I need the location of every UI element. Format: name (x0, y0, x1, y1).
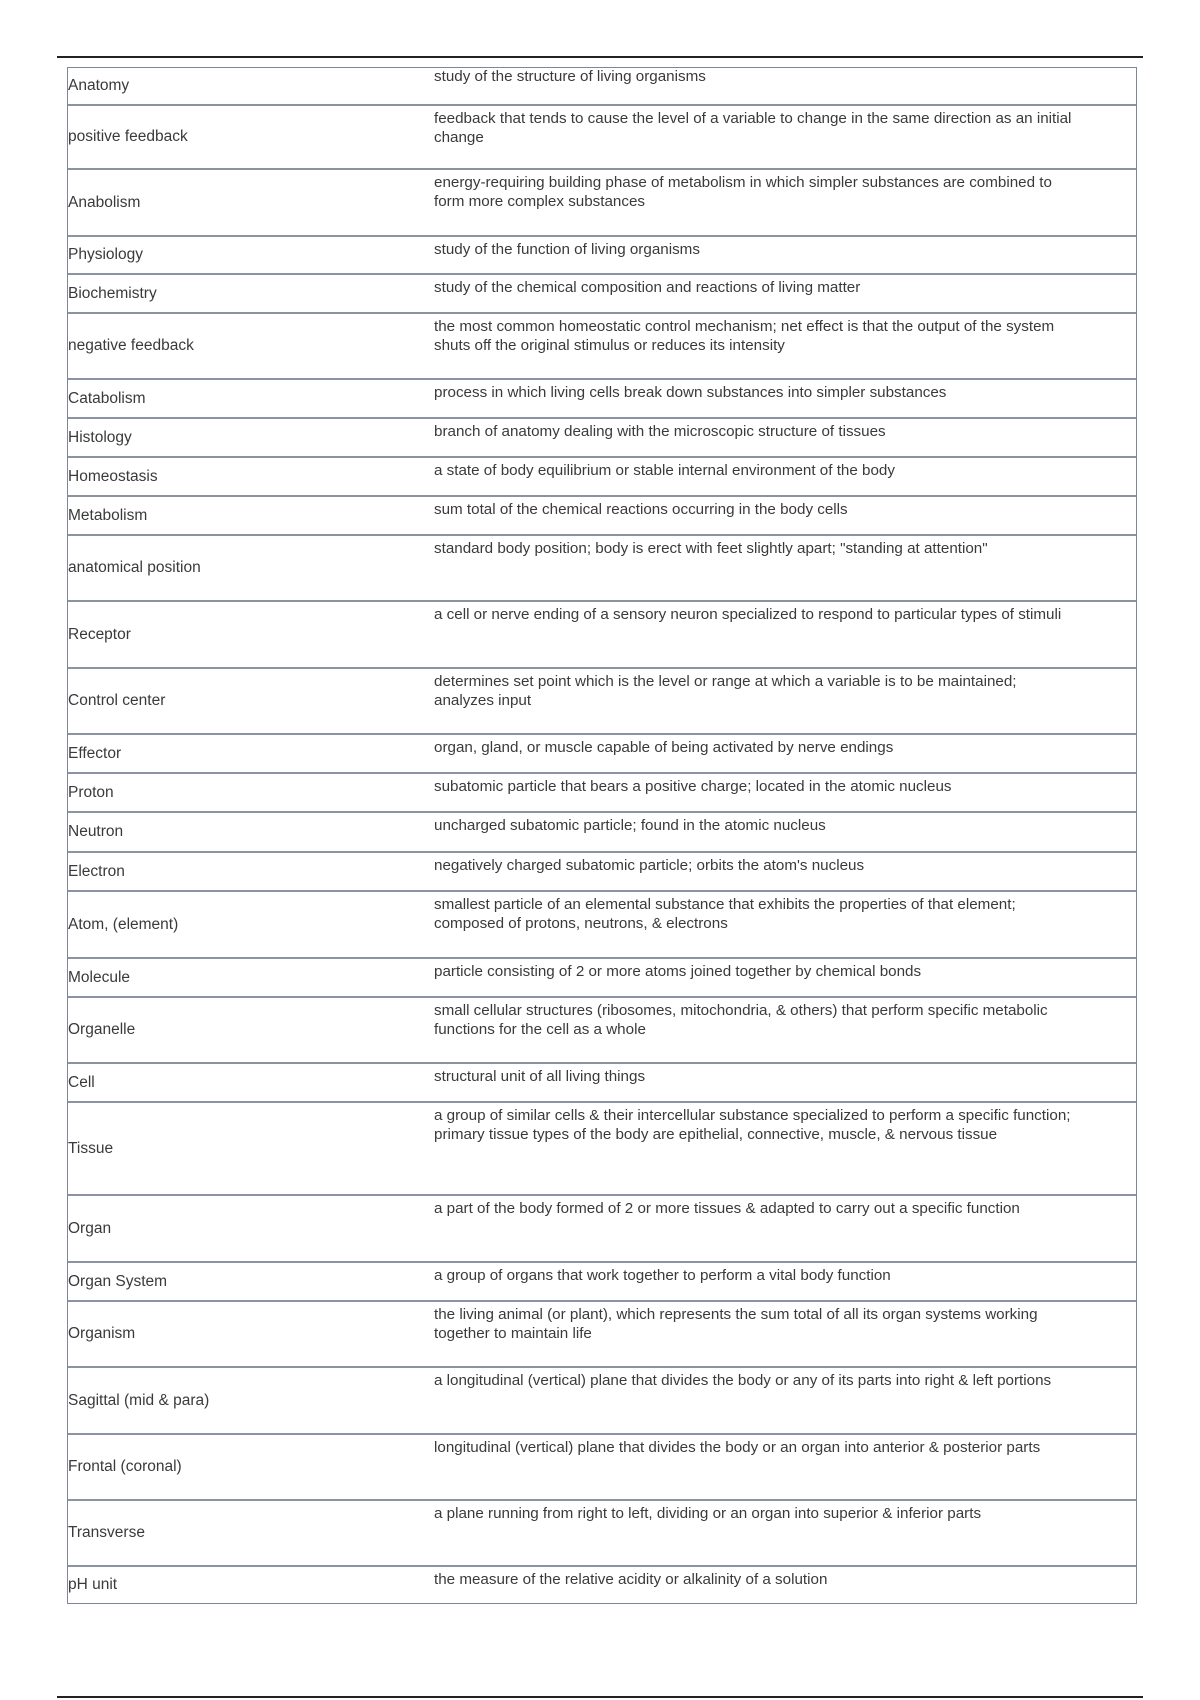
term-cell: negative feedback (68, 337, 194, 354)
term-cell: Transverse (68, 1524, 145, 1541)
definition-cell: a longitudinal (vertical) plane that divides the body or any of its parts into right & left portions (434, 1372, 1052, 1389)
definition-cell: a group of similar cells & their intercellular substance specialized to perform a specific function; primary tissue types of the body are epithelial, connective, muscle, & nervous tissue (434, 1107, 1071, 1143)
term-cell: Anabolism (68, 193, 141, 211)
definition-cell: longitudinal (vertical) plane that divides the body or an organ into anterior & posterior parts (434, 1439, 1041, 1456)
definition-cell: the most common homeostatic control mechanism; net effect is that the output of the system shuts off the original stimulus or reduces its intensity (434, 318, 1055, 354)
glossary-table (67, 67, 1137, 1604)
definition-cell: study of the chemical composition and reactions of living matter (434, 279, 861, 296)
term-cell: Physiology (68, 246, 143, 263)
definition-cell: particle consisting of 2 or more atoms joined together by chemical bonds (434, 963, 922, 980)
term-cell: Molecule (68, 968, 131, 986)
definition-cell: structural unit of all living things (434, 1068, 646, 1085)
table-row (68, 104, 1136, 168)
term-cell: Organism (68, 1325, 136, 1342)
table-row (68, 273, 1136, 312)
definition-cell: determines set point which is the level or range at which a variable is to be maintained; analyzes input (434, 673, 1017, 709)
table-row (68, 1101, 1136, 1194)
definition-cell: the living animal (or plant), which represents the sum total of all its organ systems working together to maintain life (434, 1306, 1038, 1342)
table-row (68, 534, 1136, 600)
definition-cell: feedback that tends to cause the level of a variable to change in the same direction as an initial change (434, 110, 1072, 146)
table-row (68, 851, 1136, 890)
term-cell: Receptor (68, 625, 131, 643)
table-row (68, 1366, 1136, 1433)
table-row (68, 733, 1136, 772)
term-cell: pH unit (68, 1576, 118, 1593)
table-row (68, 600, 1136, 667)
definition-cell: sum total of the chemical reactions occurring in the body cells (434, 501, 848, 518)
definition-cell: study of the structure of living organisms (434, 68, 706, 85)
term-cell: Biochemistry (68, 284, 157, 302)
table-row (68, 67, 1136, 104)
definition-cell: a group of organs that work together to perform a vital body function (434, 1267, 891, 1284)
term-cell: Atom, (element) (68, 915, 179, 933)
term-cell: Proton (68, 783, 114, 801)
term-cell: Electron (68, 862, 125, 880)
term-cell: Catabolism (68, 389, 146, 407)
table-row (68, 312, 1136, 378)
table-row (68, 1565, 1136, 1603)
definition-cell: energy-requiring building phase of metabolism in which simpler substances are combined to form more complex substances (434, 174, 1052, 210)
definition-cell: standard body position; body is erect with feet slightly apart; "standing at attention" (434, 540, 988, 557)
definition-cell: smallest particle of an elemental substance that exhibits the properties of that element; composed of protons, neutrons, & electrons (434, 896, 1016, 932)
definition-cell: branch of anatomy dealing with the microscopic structure of tissues (434, 423, 886, 440)
term-cell: Histology (68, 428, 132, 446)
term-cell: positive feedback (68, 128, 188, 145)
table-row (68, 417, 1136, 456)
table-row (68, 996, 1136, 1062)
definition-cell: a part of the body formed of 2 or more tissues & adapted to carry out a specific function (434, 1200, 1020, 1217)
term-cell: Control center (68, 692, 166, 709)
table-row (68, 1300, 1136, 1366)
table-row (68, 667, 1136, 733)
table-row (68, 456, 1136, 495)
term-cell: Sagittal (mid & para) (68, 1391, 210, 1409)
table-row (68, 1433, 1136, 1499)
definition-cell: a plane running from right to left, dividing or an organ into superior & inferior parts (434, 1505, 982, 1522)
definition-cell: process in which living cells break down substances into simpler substances (434, 384, 947, 401)
table-row (68, 1261, 1136, 1300)
definition-cell: small cellular structures (ribosomes, mitochondria, & others) that perform specific metabolic functions for the cell as a whole (434, 1002, 1048, 1038)
definition-cell: organ, gland, or muscle capable of being activated by nerve endings (434, 739, 894, 756)
table-row (68, 957, 1136, 996)
table-row (68, 1194, 1136, 1261)
table-row (68, 811, 1136, 851)
table-row (68, 1062, 1136, 1101)
table-row (68, 378, 1136, 417)
table-row (68, 235, 1136, 273)
top-rule (57, 56, 1143, 58)
term-cell: Tissue (68, 1139, 114, 1157)
table-row (68, 495, 1136, 534)
table-row (68, 890, 1136, 957)
term-cell: Organelle (68, 1021, 136, 1038)
table-row (68, 168, 1136, 235)
term-cell: Metabolism (68, 506, 148, 524)
term-cell: Organ System (68, 1272, 168, 1290)
definition-cell: the measure of the relative acidity or alkalinity of a solution (434, 1571, 828, 1588)
table-row (68, 772, 1136, 811)
bottom-rule (57, 1696, 1143, 1698)
definition-cell: a cell or nerve ending of a sensory neuron specialized to respond to particular types of stimuli (434, 606, 1062, 623)
term-cell: Effector (68, 744, 122, 762)
definition-cell: a state of body equilibrium or stable internal environment of the body (434, 462, 895, 479)
term-cell: Frontal (coronal) (68, 1458, 182, 1475)
term-cell: anatomical position (68, 559, 201, 576)
definition-cell: subatomic particle that bears a positive charge; located in the atomic nucleus (434, 778, 952, 795)
definition-cell: negatively charged subatomic particle; orbits the atom's nucleus (434, 857, 865, 874)
definition-cell: study of the function of living organisms (434, 241, 700, 258)
term-cell: Anatomy (68, 77, 130, 94)
table-row (68, 1499, 1136, 1565)
term-cell: Homeostasis (68, 467, 158, 485)
term-cell: Organ (68, 1219, 112, 1237)
term-cell: Cell (68, 1073, 95, 1091)
term-cell: Neutron (68, 823, 124, 840)
definition-cell: uncharged subatomic particle; found in the atomic nucleus (434, 817, 826, 834)
